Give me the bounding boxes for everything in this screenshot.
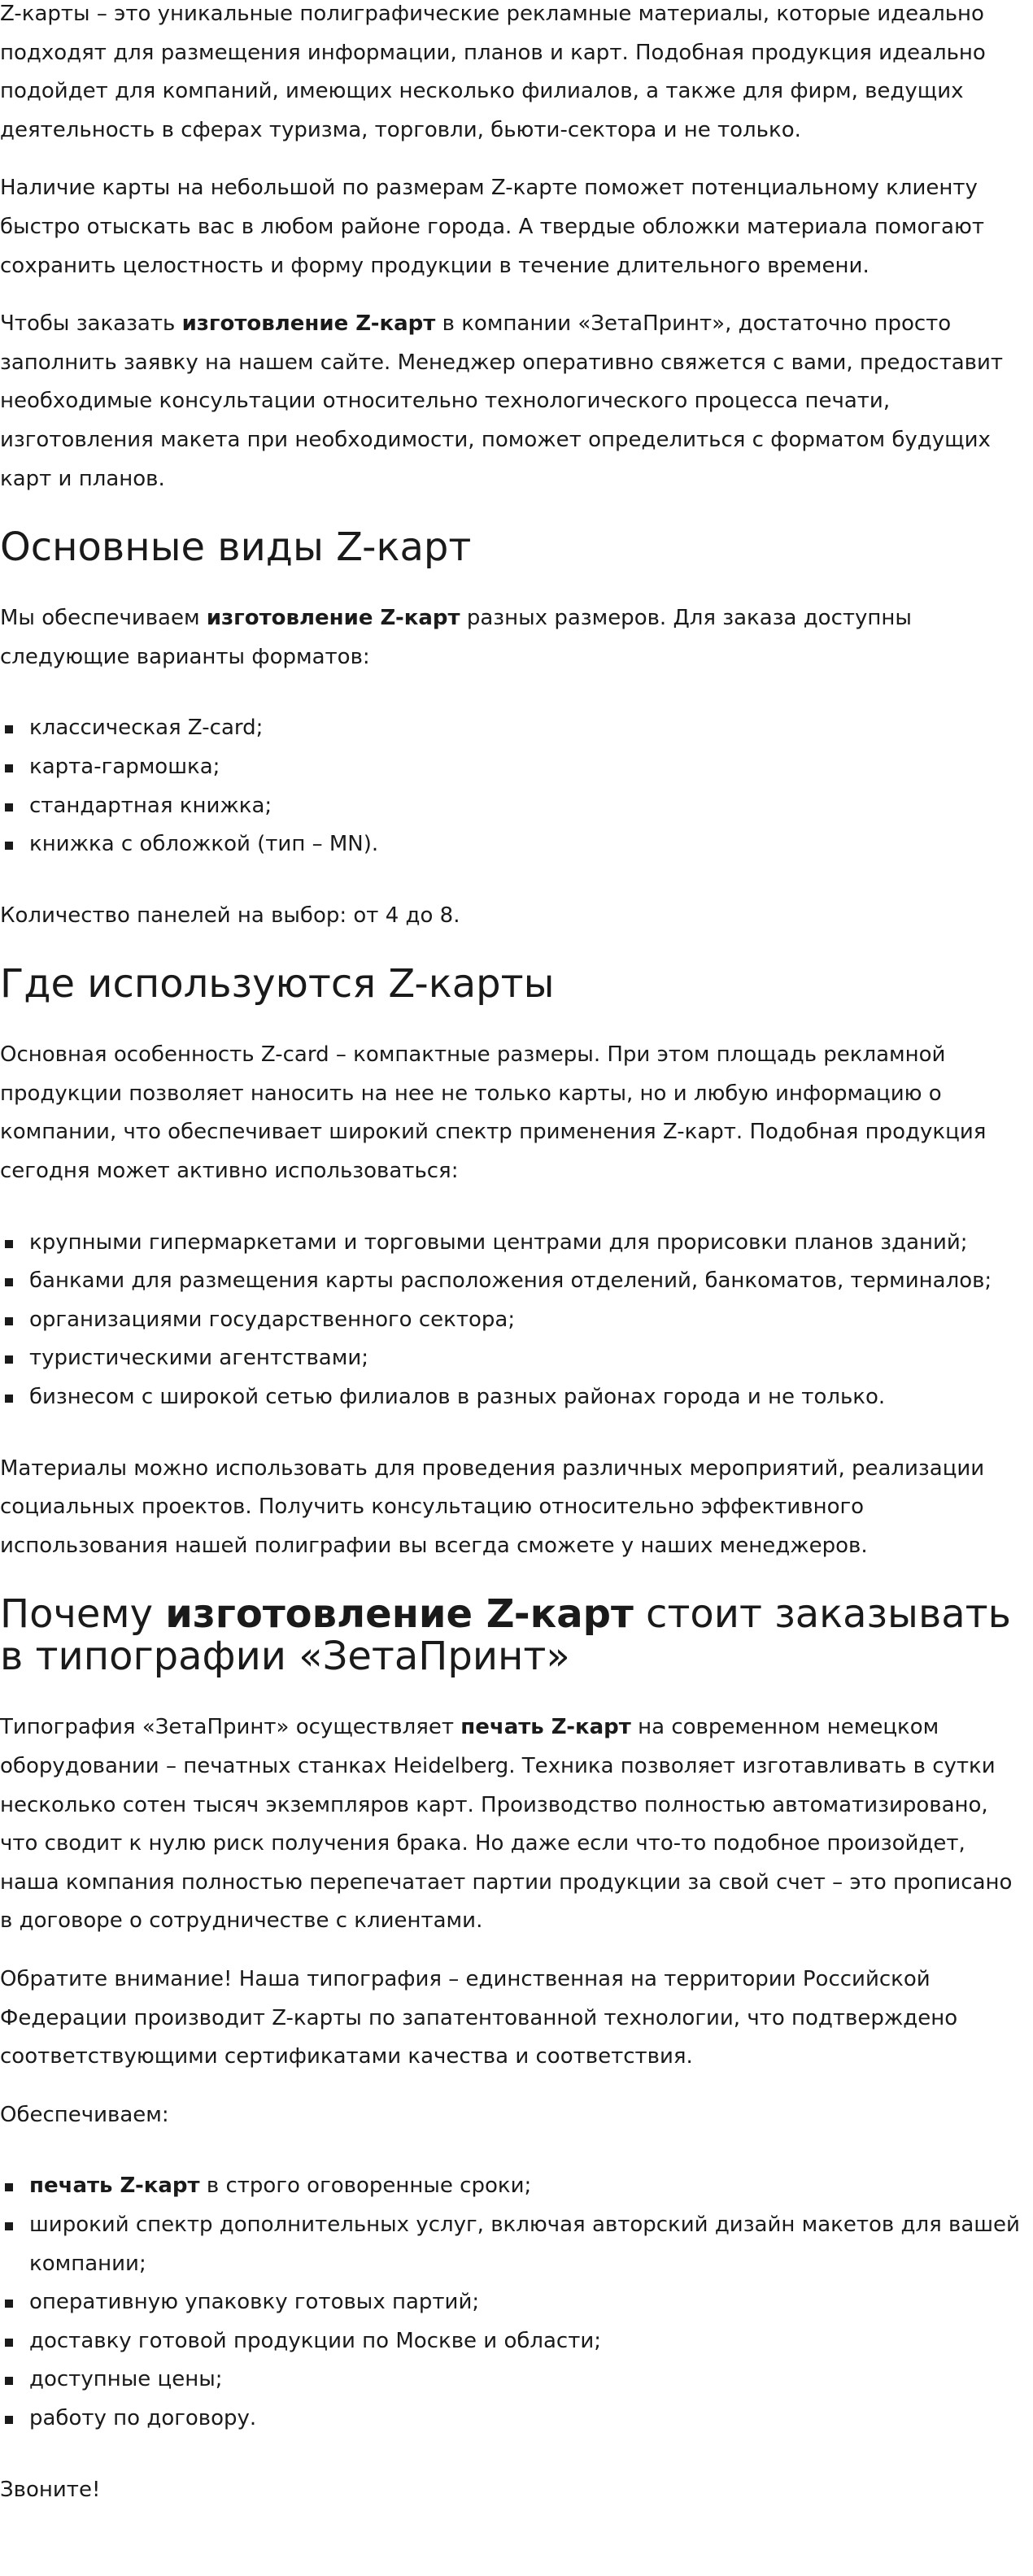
text-span: Почему — [0, 1591, 166, 1638]
bold-keyword: изготовление Z-карт — [165, 1591, 634, 1638]
list-item: крупными гипермаркетами и торговыми центрами для прорисовки планов зданий; — [0, 1224, 1026, 1263]
section-heading-why — [0, 1591, 1026, 1680]
list-item: работу по договору. — [0, 2400, 1026, 2439]
text-span: разных размеров. Для заказа доступны следующие варианты форматов: — [0, 606, 912, 669]
list-item — [0, 2167, 1026, 2206]
text-span: в компании «ЗетаПринт», достаточно просто заполнить заявку на нашем сайте. Менеджер оперативно свяжется с вами, предоставит необходимые консультации относительно технологического процесса печати, изготовления макета при необходимости, поможет определиться с форматом будущих карт и планов. — [0, 311, 1004, 491]
intro-paragraph — [0, 305, 1026, 498]
list-item: стандартная книжка; — [0, 787, 1026, 826]
usage-paragraph: Основная особенность Z-card – компактные размеры. При этом площадь рекламной продукции позволяет наносить на нее не только карты, но и любую информацию о компании, что обеспечивает широкий спектр применения Z-карт. Подобная продукция сегодня может активно использоваться: — [0, 1042, 987, 1184]
closing-text: Звоните! — [0, 2477, 101, 2502]
section-heading-types: Основные виды Z-карт — [0, 524, 472, 571]
bold-keyword: печать Z-карт — [460, 1715, 631, 1740]
list-item: бизнесом с широкой сетью филиалов в разных районах города и не только. — [0, 1378, 1026, 1417]
list-item: банками для размещения карты расположения отделений, банкоматов, терминалов; — [0, 1262, 1026, 1301]
bold-keyword: печать Z-карт — [29, 2174, 200, 2199]
formats-list — [0, 709, 1026, 864]
text-span: Чтобы заказать — [0, 311, 182, 337]
list-item: доставку готовой продукции по Москве и области; — [0, 2322, 1026, 2361]
benefits-list — [0, 2167, 1026, 2438]
intro-paragraph: Наличие карты на небольшой по размерам Z-карте поможет потенциальному клиенту быстро отыскать вас в любом районе города. А твердые обложки материала помогают сохранить целостность и форму продукции в течение длительного времени. — [0, 176, 985, 278]
why-paragraph — [0, 1708, 1026, 1941]
usage-list — [0, 1224, 1026, 1417]
panels-paragraph: Количество панелей на выбор: от 4 до 8. — [0, 903, 460, 928]
list-item: широкий спектр дополнительных услуг, включая авторский дизайн макетов для вашей компании; — [0, 2206, 1026, 2283]
types-paragraph — [0, 599, 1026, 677]
list-item: классическая Z-card; — [0, 709, 1026, 748]
usage-paragraph: Материалы можно использовать для проведения различных мероприятий, реализации социальных проектов. Получить консультацию относительно эффективного использования нашей полиграфии вы всегда сможете у наших менеджеров. — [0, 1456, 985, 1558]
text-span: в строго оговоренные сроки; — [199, 2174, 532, 2199]
text-span: Типография «ЗетаПринт» осуществляет — [0, 1715, 461, 1740]
why-paragraph: Обеспечиваем: — [0, 2102, 169, 2127]
list-item: оперативную упаковку готовых партий; — [0, 2283, 1026, 2322]
bold-keyword: изготовление Z-карт — [181, 311, 436, 337]
why-paragraph: Обратите внимание! Наша типография – единственная на территории Российской Федерации производит Z-карты по запатентованной технологии, что подтверждено соответствующими сертификатами качества и соответствия. — [0, 1966, 958, 2069]
text-span: Мы обеспечиваем — [0, 606, 207, 631]
list-item: доступные цены; — [0, 2361, 1026, 2400]
text-span: стоит заказывать в типографии «ЗетаПринт» — [0, 1591, 1011, 1680]
list-item: туристическими агентствами; — [0, 1339, 1026, 1378]
text-span: на современном немецком оборудовании – печатных станках Heidelberg. Техника позволяет изготавливать в сутки несколько сотен тысяч экземпляров карт. Производство полностью автоматизировано, что сводит к нулю риск получения брака. Но даже если что-то подобное произойдет, наша компания полностью перепечатает партии продукции за свой счет – это прописано в договоре о сотрудничестве с клиентами. — [0, 1715, 1013, 1934]
list-item: организациями государственного сектора; — [0, 1301, 1026, 1340]
bold-keyword: изготовление Z-карт — [206, 606, 460, 631]
list-item: карта-гармошка; — [0, 748, 1026, 787]
intro-paragraph: Z-карты – это уникальные полиграфические рекламные материалы, которые идеально подходят для размещения информации, планов и карт. Подобная продукция идеально подойдет для компаний, имеющих несколько филиалов, а также для фирм, ведущих деятельность в сферах туризма, торговли, бьюти-сектора и не только. — [0, 2, 986, 142]
section-heading-usage: Где используются Z-карты — [0, 961, 555, 1007]
list-item: книжка с обложкой (тип – MN). — [0, 825, 1026, 864]
